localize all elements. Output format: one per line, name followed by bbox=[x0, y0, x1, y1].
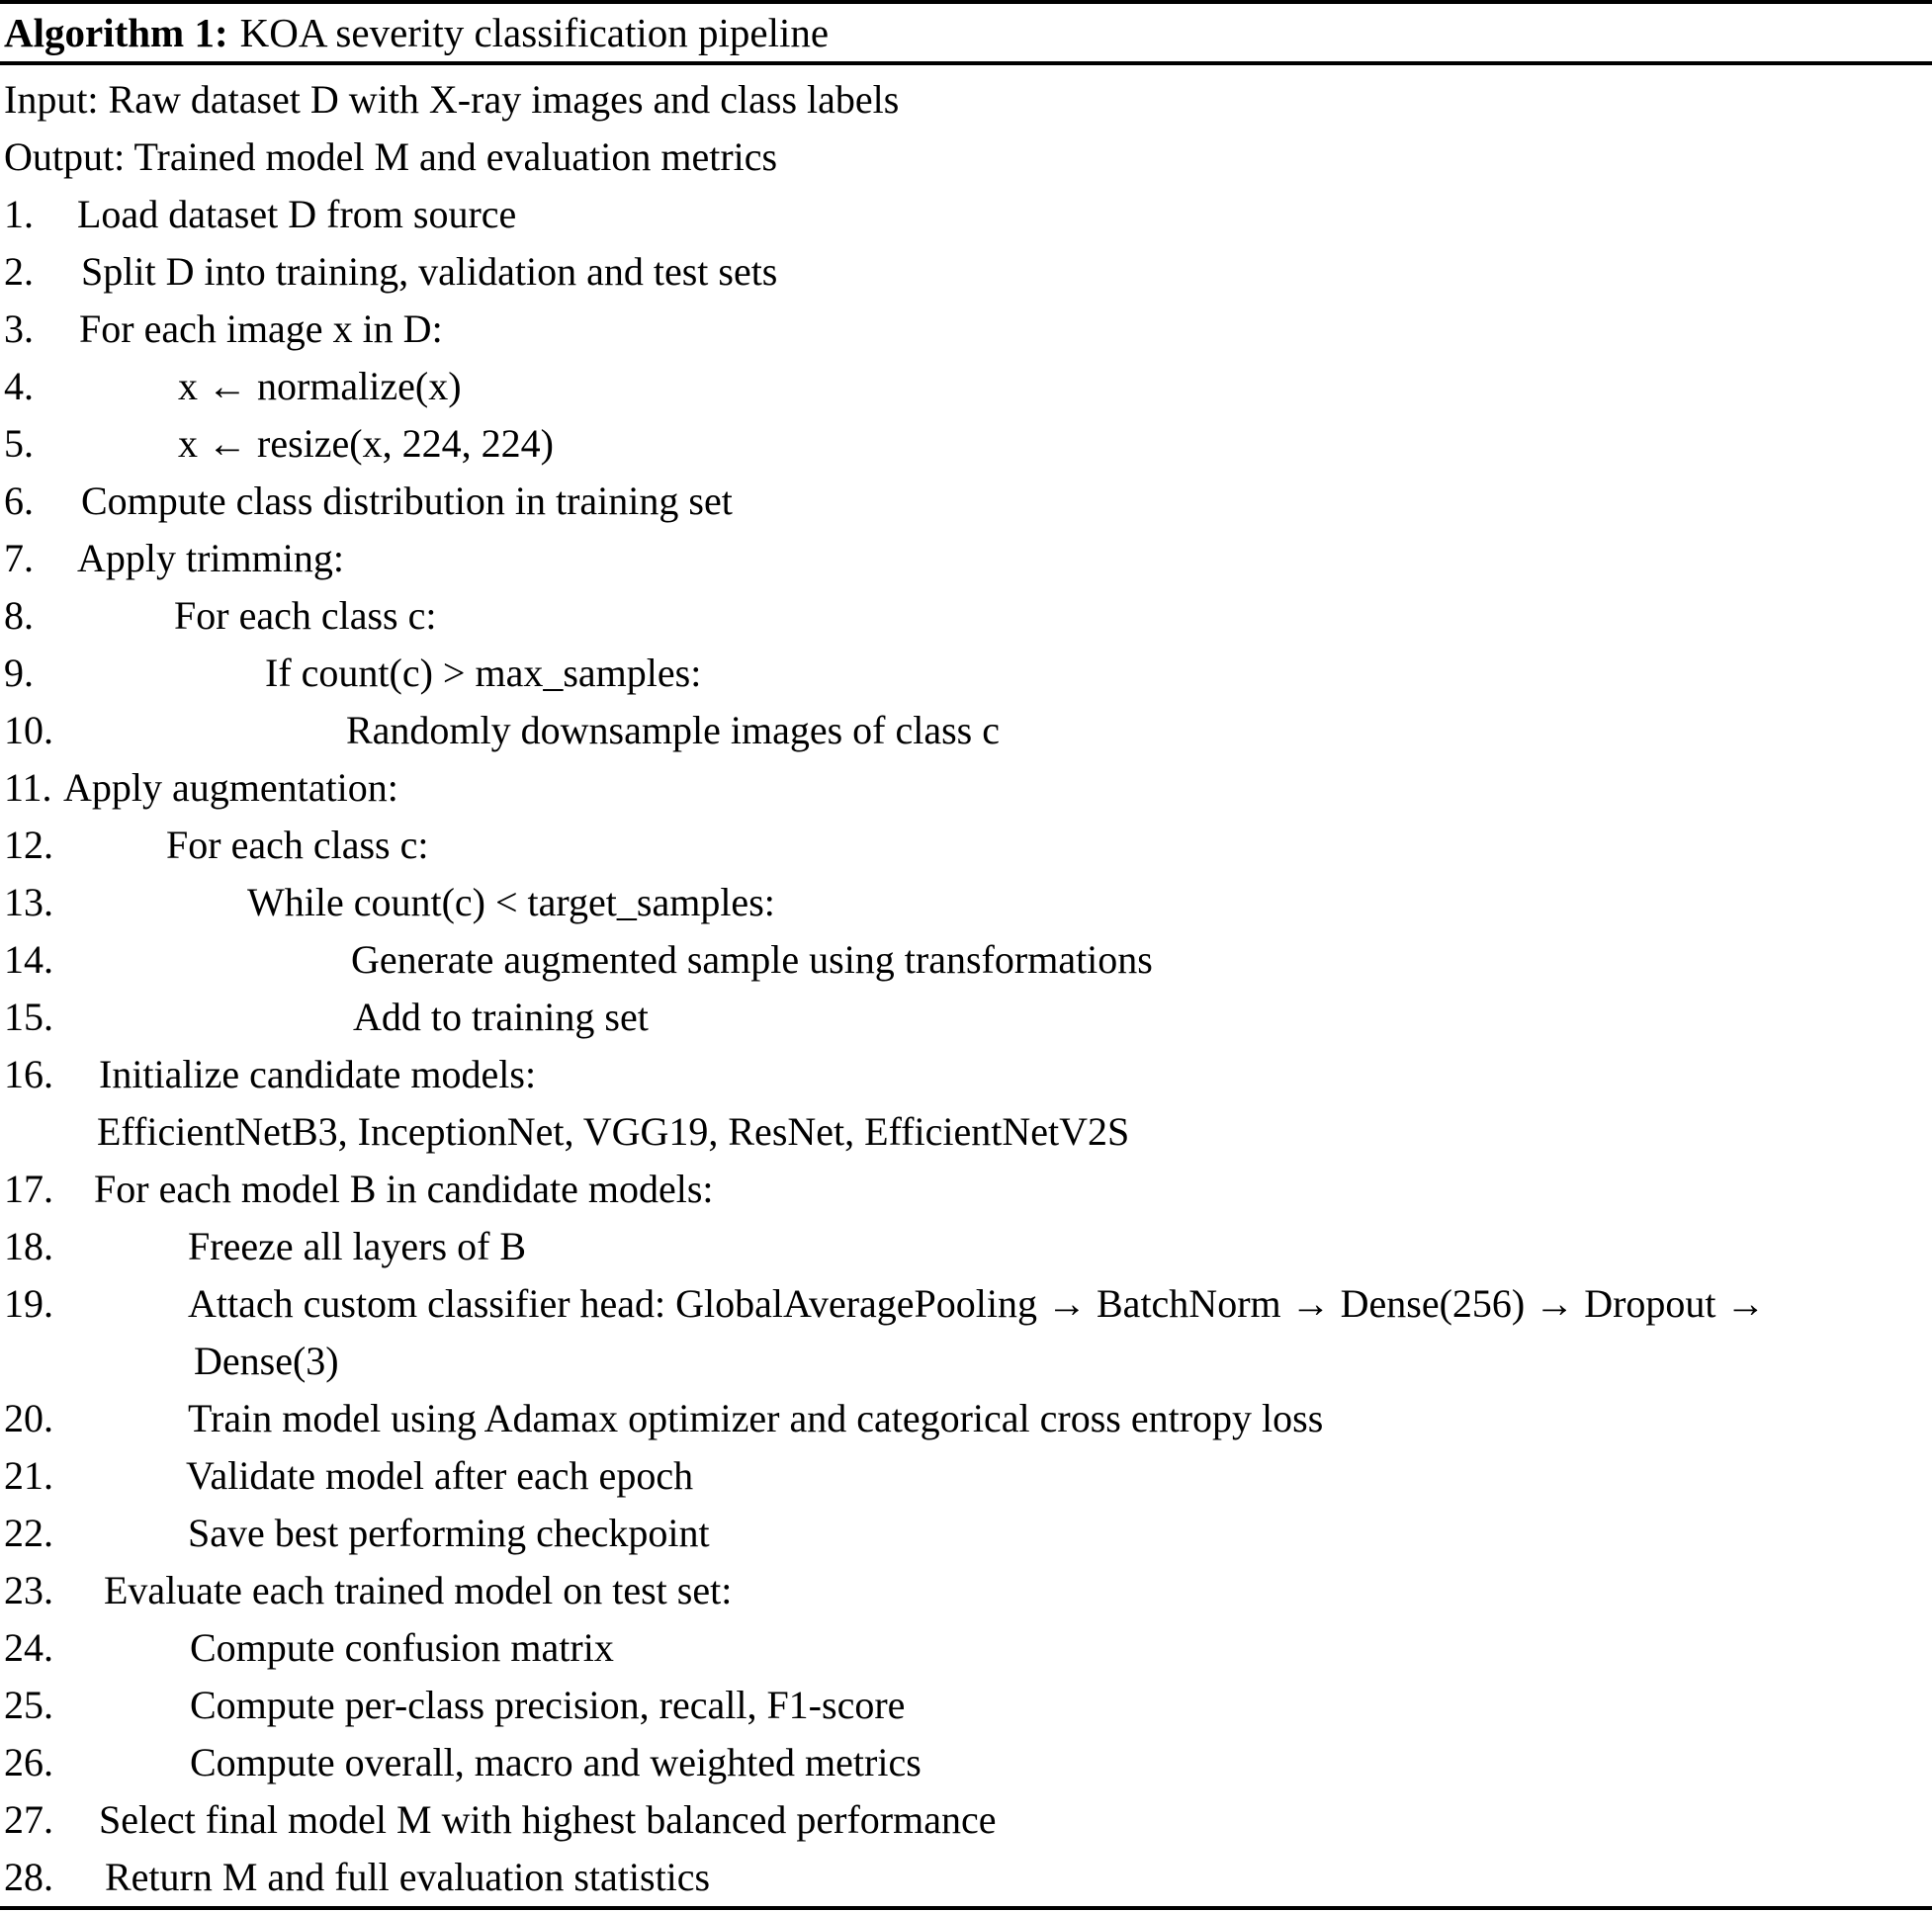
line-number: 5. bbox=[4, 421, 34, 466]
algorithm-line bbox=[0, 186, 1932, 243]
line-number: 27. bbox=[4, 1797, 53, 1842]
algorithm-line bbox=[0, 759, 1932, 817]
algorithm-line bbox=[0, 1275, 1932, 1333]
line-number: 9. bbox=[4, 651, 34, 695]
line-text: Save best performing checkpoint bbox=[188, 1511, 710, 1555]
algorithm-line bbox=[0, 301, 1932, 358]
algorithm-line bbox=[0, 71, 1932, 129]
algorithm-line bbox=[0, 1849, 1932, 1906]
algorithm-line bbox=[0, 587, 1932, 645]
line-text: Apply trimming: bbox=[77, 536, 344, 580]
line-text: Evaluate each trained model on test set: bbox=[104, 1568, 733, 1612]
line-text: Freeze all layers of B bbox=[188, 1224, 527, 1268]
line-text: Train model using Adamax optimizer and categorical cross entropy loss bbox=[188, 1396, 1324, 1440]
line-text: x ← normalize(x) bbox=[178, 364, 462, 408]
algorithm-line bbox=[0, 1447, 1932, 1505]
bottom-rule bbox=[0, 1906, 1932, 1910]
line-number: 26. bbox=[4, 1740, 53, 1784]
line-number: 7. bbox=[4, 536, 34, 580]
line-text: Compute confusion matrix bbox=[190, 1625, 614, 1670]
algorithm-line bbox=[0, 817, 1932, 874]
algorithm-line bbox=[0, 1562, 1932, 1619]
line-text: Compute class distribution in training set bbox=[81, 478, 733, 523]
line-text: If count(c) > max_samples: bbox=[265, 651, 702, 695]
line-number: 10. bbox=[4, 708, 53, 752]
line-number: 4. bbox=[4, 364, 34, 408]
line-number: 11. bbox=[4, 765, 52, 810]
line-number: 15. bbox=[4, 995, 53, 1039]
line-number: 2. bbox=[4, 249, 34, 294]
algorithm-line bbox=[0, 1390, 1932, 1447]
line-text: Input: Raw dataset D with X-ray images and class labels bbox=[4, 77, 900, 122]
algorithm-line bbox=[0, 1734, 1932, 1791]
algorithm-line bbox=[0, 1333, 1932, 1390]
algorithm-line bbox=[0, 358, 1932, 415]
line-text: Select final model M with highest balanced performance bbox=[99, 1797, 997, 1842]
line-text: For each model B in candidate models: bbox=[94, 1167, 714, 1211]
line-text: Generate augmented sample using transformations bbox=[351, 937, 1153, 982]
algorithm-line bbox=[0, 1046, 1932, 1103]
algorithm-line bbox=[0, 645, 1932, 702]
line-number: 6. bbox=[4, 478, 34, 523]
algorithm-line bbox=[0, 530, 1932, 587]
line-number: 1. bbox=[4, 192, 34, 236]
line-number: 21. bbox=[4, 1453, 53, 1498]
line-number: 3. bbox=[4, 306, 34, 351]
line-text: For each class c: bbox=[174, 593, 437, 638]
algorithm-line bbox=[0, 931, 1932, 989]
line-text: EfficientNetB3, InceptionNet, VGG19, ResNet, EfficientNetV2S bbox=[97, 1109, 1130, 1154]
algorithm-line bbox=[0, 1677, 1932, 1734]
line-number: 20. bbox=[4, 1396, 53, 1440]
algorithm-line bbox=[0, 1218, 1932, 1275]
algorithm-line bbox=[0, 1505, 1932, 1562]
algorithm-title: KOA severity classification pipeline bbox=[239, 10, 830, 55]
line-number: 22. bbox=[4, 1511, 53, 1555]
line-text: Output: Trained model M and evaluation metrics bbox=[4, 134, 778, 179]
line-number: 25. bbox=[4, 1683, 53, 1727]
line-text: Validate model after each epoch bbox=[186, 1453, 694, 1498]
line-number: 12. bbox=[4, 823, 53, 867]
algorithm-line bbox=[0, 989, 1932, 1046]
line-text: While count(c) < target_samples: bbox=[247, 880, 775, 924]
line-number: 8. bbox=[4, 593, 34, 638]
algorithm-line bbox=[0, 1619, 1932, 1677]
line-text: Add to training set bbox=[353, 995, 649, 1039]
algorithm-line bbox=[0, 874, 1932, 931]
line-text: Split D into training, validation and test sets bbox=[81, 249, 778, 294]
line-number: 13. bbox=[4, 880, 53, 924]
line-number: 19. bbox=[4, 1281, 53, 1326]
line-text: Randomly downsample images of class c bbox=[346, 708, 1000, 752]
algorithm-line bbox=[0, 1161, 1932, 1218]
algorithm-line bbox=[0, 702, 1932, 759]
algorithm-line bbox=[0, 1791, 1932, 1849]
line-text: x ← resize(x, 224, 224) bbox=[178, 421, 554, 466]
line-text: Load dataset D from source bbox=[77, 192, 517, 236]
algorithm-title-row bbox=[0, 4, 1932, 61]
line-number: 28. bbox=[4, 1855, 53, 1899]
line-text: Initialize candidate models: bbox=[99, 1052, 537, 1096]
algorithm-line bbox=[0, 243, 1932, 301]
line-number: 17. bbox=[4, 1167, 53, 1211]
line-number: 24. bbox=[4, 1625, 53, 1670]
line-text: For each image x in D: bbox=[79, 306, 443, 351]
line-text: Compute per-class precision, recall, F1-score bbox=[190, 1683, 906, 1727]
line-number: 16. bbox=[4, 1052, 53, 1096]
line-text: Return M and full evaluation statistics bbox=[105, 1855, 711, 1899]
line-text: Dense(3) bbox=[194, 1339, 339, 1383]
algorithm-label: Algorithm 1: bbox=[4, 10, 228, 55]
algorithm-line bbox=[0, 1103, 1932, 1161]
algorithm-line bbox=[0, 473, 1932, 530]
line-text: For each class c: bbox=[166, 823, 429, 867]
line-number: 14. bbox=[4, 937, 53, 982]
algorithm-line bbox=[0, 415, 1932, 473]
line-text: Compute overall, macro and weighted metrics bbox=[190, 1740, 922, 1784]
algorithm-body bbox=[0, 65, 1932, 1906]
line-text: Attach custom classifier head: GlobalAveragePooling → BatchNorm → Dense(256) → Dropout → bbox=[188, 1281, 1766, 1326]
line-number: 18. bbox=[4, 1224, 53, 1268]
line-text: Apply augmentation: bbox=[63, 765, 398, 810]
line-number: 23. bbox=[4, 1568, 53, 1612]
algorithm-line bbox=[0, 129, 1932, 186]
